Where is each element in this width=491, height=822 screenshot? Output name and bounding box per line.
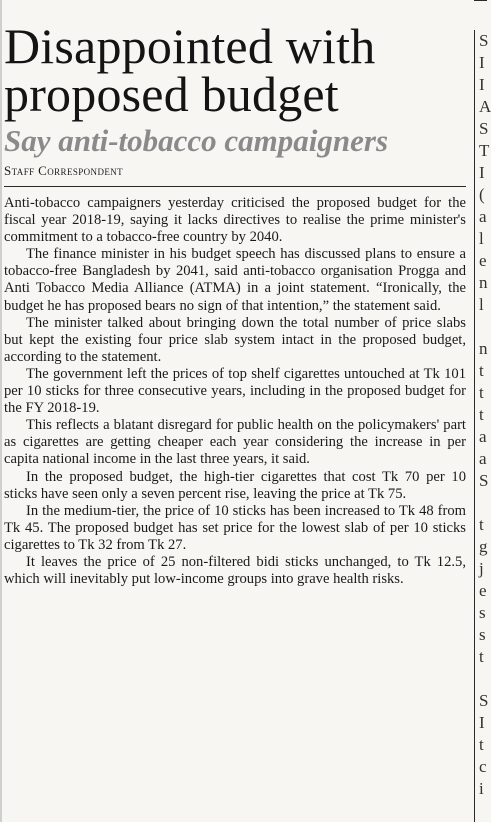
cropped-letter: s: [479, 603, 486, 622]
cropped-letter: a: [479, 207, 487, 226]
paragraph: It leaves the price of 25 non-filtered bidi sticks unchanged, to Tk 12.5, which will inevitably put low-income groups into grave health risks.: [4, 553, 466, 588]
cropped-letter: A: [479, 97, 491, 116]
cropped-letter: n: [479, 339, 488, 358]
cropped-letter: t: [479, 405, 484, 424]
cropped-letter: [479, 668, 487, 690]
cropped-letter: t: [479, 361, 484, 380]
paragraph: In the medium-tier, the price of 10 sticks has been increased to Tk 48 from Tk 45. The proposed budget has set price for the lowest slab of per 10 sticks cigarettes to Tk 32 from Tk 27.: [4, 502, 466, 553]
cropped-letter: i: [479, 779, 484, 798]
news-article: [4, 0, 466, 822]
cropped-letter: S: [479, 31, 489, 50]
paragraph: This reflects a blatant disregard for public health on the policymakers' part as cigarettes are getting cheaper each year considering the increase in per capita national income in the last three years, it said.: [4, 417, 466, 468]
cropped-letter: (: [479, 185, 485, 204]
cropped-letter: S: [479, 471, 489, 490]
cropped-letter: I: [479, 163, 485, 182]
cropped-letter: [479, 316, 487, 338]
cropped-letter: t: [479, 383, 484, 402]
cropped-letter: I: [479, 75, 485, 94]
cropped-letter: e: [479, 251, 487, 270]
cropped-letter: [479, 492, 487, 514]
cropped-letter: S: [479, 691, 489, 710]
headline: [4, 0, 466, 122]
cropped-letter: g: [479, 537, 488, 556]
paragraph: The minister talked about bringing down the total number of price slabs but kept the existing four price slab system intact in the proposed budget, according to the statement.: [4, 314, 466, 365]
page-edge: [0, 0, 2, 822]
cropped-letter: a: [479, 427, 487, 446]
subheadline: Say anti-tobacco campaigners: [4, 123, 389, 158]
cropped-letter: I: [479, 713, 485, 732]
adjacent-column-fragment: [479, 30, 491, 822]
cropped-letter: n: [479, 273, 488, 292]
cropped-letter: T: [479, 141, 490, 160]
cropped-letter: c: [479, 757, 487, 776]
cropped-letter: j: [479, 559, 484, 578]
headline-line-2: proposed budget: [4, 66, 339, 122]
cropped-letter: I: [479, 53, 485, 72]
cropped-letter: s: [479, 625, 486, 644]
byline: Staff Correspondent: [4, 163, 466, 187]
cropped-letter: e: [479, 581, 487, 600]
paragraph: Anti-tobacco campaigners yesterday criticised the proposed budget for the fiscal year 2018-19, saying it lacks directives to realise the prime minister's commitment to a tobacco-free country by 2040.: [4, 195, 466, 246]
paragraph: The finance minister in his budget speech has discussed plans to ensure a tobacco-free Bangladesh by 2041, said anti-tobacco organisation Progga and Anti Tobacco Media Alliance (ATMA) in a joint statement. “Ironically, the budget he has proposed bears no sign of that intention,” the statement said.: [4, 246, 466, 314]
paragraph: In the proposed budget, the high-tier cigarettes that cost Tk 70 per 10 sticks have seen only a seven percent rise, leaving the price at Tk 75.: [4, 468, 466, 502]
cropped-letter: l: [479, 229, 484, 248]
cropped-letter: t: [479, 515, 484, 534]
column-divider: [474, 30, 475, 822]
cropped-letter: t: [479, 647, 484, 666]
cropped-letter: a: [479, 449, 487, 468]
cropped-letter: l: [479, 295, 484, 314]
cropped-letter: S: [479, 119, 489, 138]
cropped-letter: t: [479, 735, 484, 754]
paragraph: The government left the prices of top shelf cigarettes untouched at Tk 101 per 10 sticks for three consecutive years, including in the proposed budget for the FY 2018-19.: [4, 365, 466, 417]
top-rule: [474, 0, 487, 1]
headline-line-1: Disappointed with: [4, 18, 376, 74]
article-body: [4, 195, 466, 588]
